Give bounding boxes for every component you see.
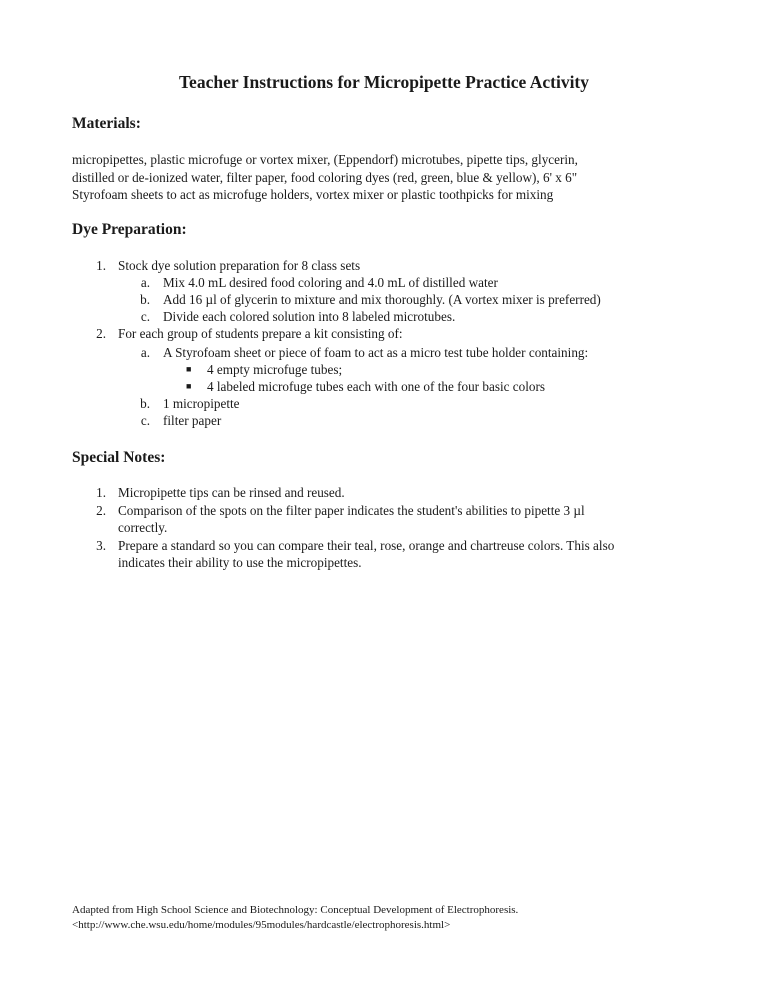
footer-url: <http://www.che.wsu.edu/home/modules/95modules/hardcastle/electrophoresis.html> xyxy=(72,919,451,931)
bullet-item: 4 empty microfuge tubes; xyxy=(207,362,343,377)
square-bullet-icon: ■ xyxy=(186,364,192,374)
sublist-item: Add 16 µl of glycerin to mixture and mix thoroughly. (A vortex mixer is preferred) xyxy=(163,292,601,307)
list-item: For each group of students prepare a kit consisting of: xyxy=(118,326,403,341)
sublist-marker: a. xyxy=(140,345,150,360)
materials-line: distilled or de-ionized water, filter paper, food coloring dyes (red, green, blue & yellow), 6' x 6" xyxy=(72,169,578,185)
materials-paragraph xyxy=(72,151,692,204)
special-notes-heading: Special Notes: xyxy=(72,449,166,466)
sublist-item: 1 micropipette xyxy=(163,396,240,411)
sublist-marker: c. xyxy=(140,413,150,428)
dye-preparation-heading: Dye Preparation: xyxy=(72,221,187,238)
sublist-marker: c. xyxy=(140,309,150,324)
sublist-item: A Styrofoam sheet or piece of foam to act as a micro test tube holder containing: xyxy=(163,345,589,360)
sublist-marker: a. xyxy=(140,275,150,290)
square-bullet-icon: ■ xyxy=(186,381,192,391)
bullet-item: 4 labeled microfuge tubes each with one of the four basic colors xyxy=(207,379,545,394)
list-item: Stock dye solution preparation for 8 class sets xyxy=(118,258,361,273)
materials-heading: Materials: xyxy=(72,115,141,132)
list-marker: 3. xyxy=(96,538,106,553)
list-item: Comparison of the spots on the filter paper indicates the student's abilities to pipette 3 µl xyxy=(118,503,585,518)
sublist-item: filter paper xyxy=(163,413,222,428)
materials-line: Styrofoam sheets to act as microfuge holders, vortex mixer or plastic toothpicks for mixing xyxy=(72,187,554,202)
list-marker: 1. xyxy=(96,485,106,500)
list-item: Micropipette tips can be rinsed and reused. xyxy=(118,485,345,500)
list-item-continuation: indicates their ability to use the micropipettes. xyxy=(118,555,362,570)
list-marker: 2. xyxy=(96,326,106,341)
page-title: Teacher Instructions for Micropipette Practice Activity xyxy=(178,72,590,92)
materials-line: micropipettes, plastic microfuge or vortex mixer, (Eppendorf) microtubes, pipette tips, glycerin, xyxy=(72,152,578,167)
list-item-continuation: correctly. xyxy=(118,520,168,535)
sublist-item: Mix 4.0 mL desired food coloring and 4.0 mL of distilled water xyxy=(163,275,498,290)
sublist-item: Divide each colored solution into 8 labeled microtubes. xyxy=(163,309,456,324)
list-marker: 1. xyxy=(96,258,106,273)
list-marker: 2. xyxy=(96,503,106,518)
sublist-marker: b. xyxy=(140,292,150,307)
sublist-marker: b. xyxy=(140,396,150,411)
list-item: Prepare a standard so you can compare their teal, rose, orange and chartreuse colors. This also xyxy=(118,538,615,553)
footer-citation: Adapted from High School Science and Biotechnology: Conceptual Development of Electrophoresis. xyxy=(72,904,519,916)
